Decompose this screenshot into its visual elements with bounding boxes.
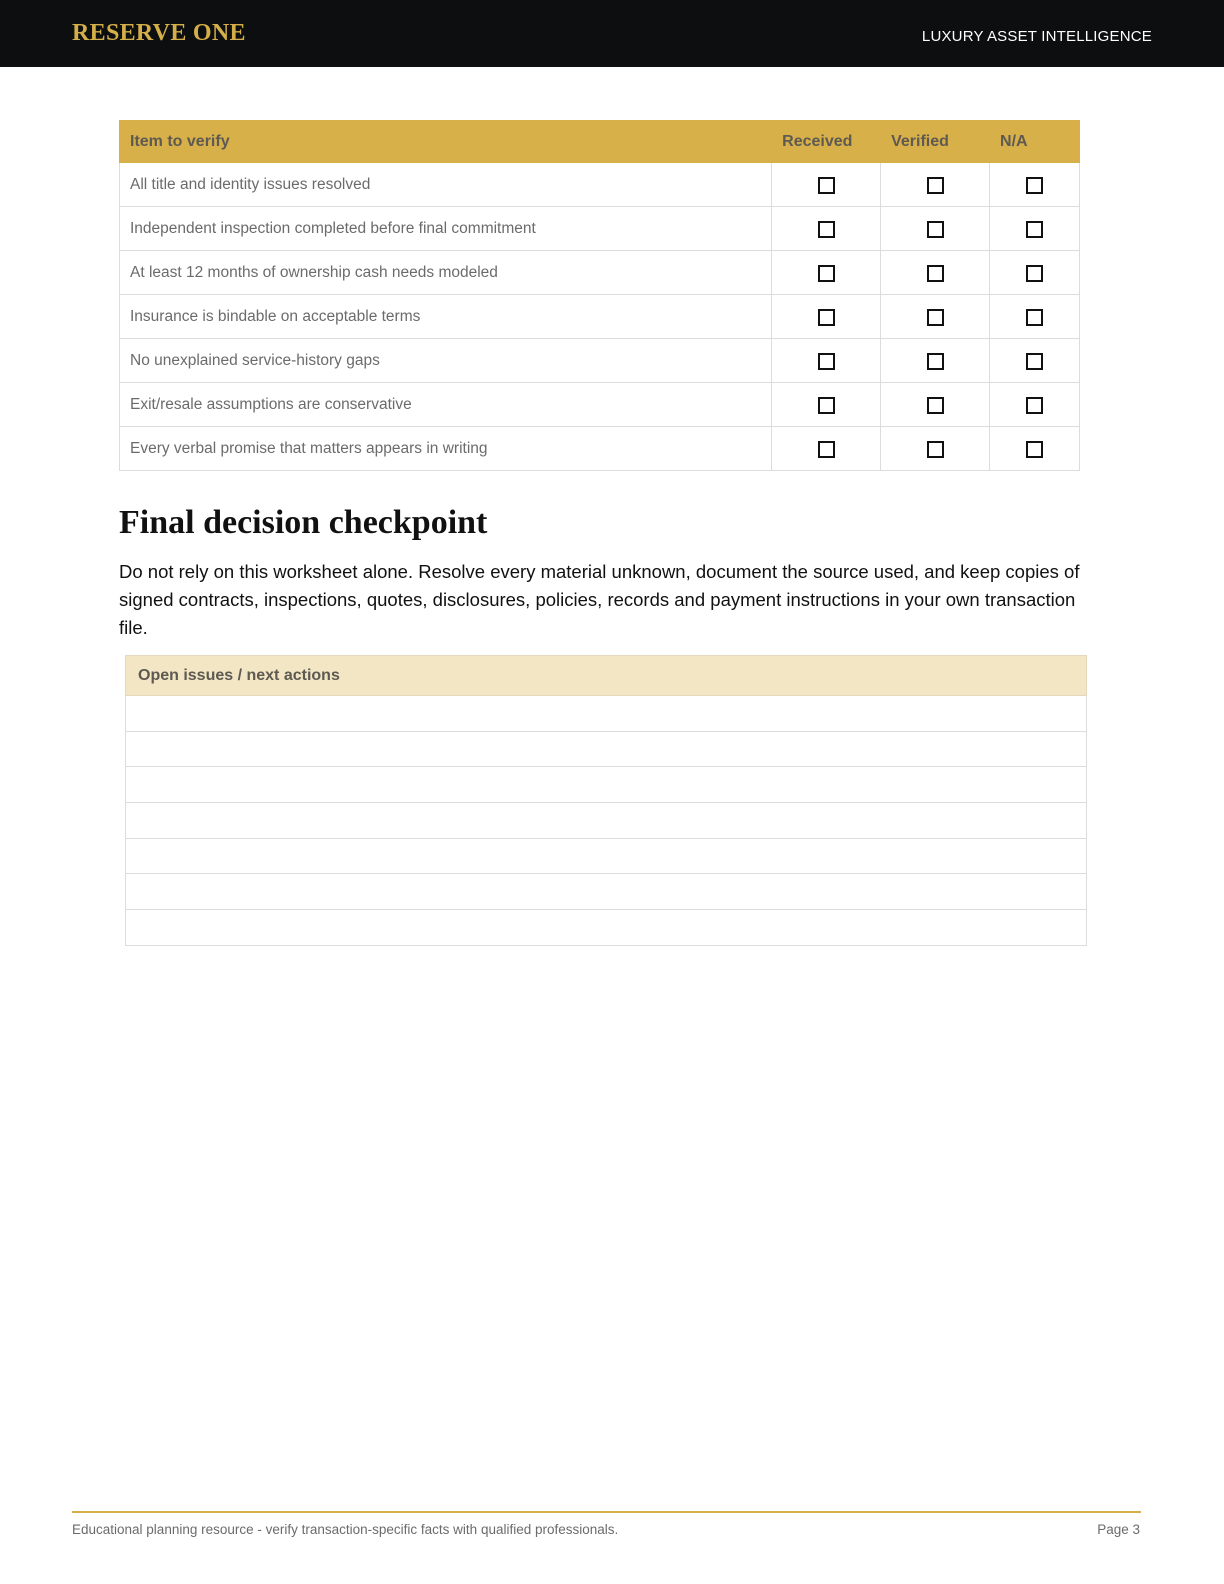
table-row (120, 427, 1080, 471)
issue-line (126, 803, 1087, 839)
na-checkbox[interactable] (1026, 221, 1043, 238)
issue-entry-field[interactable] (126, 838, 1087, 874)
verified-checkbox[interactable] (927, 309, 944, 326)
verified-checkbox[interactable] (927, 441, 944, 458)
issue-line (126, 910, 1087, 946)
table-row (120, 339, 1080, 383)
received-checkbox[interactable] (818, 265, 835, 282)
table-row (120, 251, 1080, 295)
footer-disclaimer: Educational planning resource - verify transaction-specific facts with qualified professionals. (72, 1522, 619, 1537)
brand-logo-text: RESERVE ONE (72, 20, 246, 46)
issue-line (126, 696, 1087, 732)
na-checkbox[interactable] (1026, 397, 1043, 414)
row-item-label: At least 12 months of ownership cash needs modeled (120, 251, 772, 295)
footer-divider (72, 1511, 1141, 1513)
row-item-label: Exit/resale assumptions are conservative (120, 383, 772, 427)
header-tagline: LUXURY ASSET INTELLIGENCE (921, 28, 1152, 45)
table-row (120, 207, 1080, 251)
issues-header: Open issues / next actions (126, 656, 1087, 696)
row-item-label: All title and identity issues resolved (120, 163, 772, 207)
row-item-label: Insurance is bindable on acceptable terms (120, 295, 772, 339)
column-header-verified: Verified (881, 121, 990, 163)
page-number: Page 3 (1097, 1522, 1140, 1537)
received-checkbox[interactable] (818, 177, 835, 194)
column-header-received: Received (772, 121, 881, 163)
section-body-text: Do not rely on this worksheet alone. Resolve every material unknown, document the source used, and keep copies of signed contracts, inspections, quotes, disclosures, policies, records and payment instructions in your own transaction file. (119, 561, 1080, 638)
verified-checkbox[interactable] (927, 221, 944, 238)
checklist-header-row (120, 121, 1080, 163)
verified-checkbox[interactable] (927, 177, 944, 194)
received-checkbox[interactable] (818, 221, 835, 238)
verified-checkbox[interactable] (927, 353, 944, 370)
received-checkbox[interactable] (818, 309, 835, 326)
issue-entry-field[interactable] (126, 767, 1087, 803)
issue-entry-field[interactable] (126, 696, 1087, 732)
issue-line (126, 731, 1087, 767)
received-checkbox[interactable] (818, 353, 835, 370)
verified-checkbox[interactable] (927, 265, 944, 282)
issue-entry-field[interactable] (126, 910, 1087, 946)
row-item-label: Independent inspection completed before final commitment (120, 207, 772, 251)
issue-entry-field[interactable] (126, 731, 1087, 767)
row-item-label: Every verbal promise that matters appears in writing (120, 427, 772, 471)
verified-checkbox[interactable] (927, 397, 944, 414)
issue-entry-field[interactable] (126, 874, 1087, 910)
issue-line (126, 838, 1087, 874)
verification-checklist-table (119, 120, 1080, 471)
column-header-item: Item to verify (120, 121, 772, 163)
na-checkbox[interactable] (1026, 353, 1043, 370)
na-checkbox[interactable] (1026, 441, 1043, 458)
issue-line (126, 767, 1087, 803)
received-checkbox[interactable] (818, 397, 835, 414)
open-issues-table (125, 655, 1087, 946)
issues-header-row (126, 656, 1087, 696)
na-checkbox[interactable] (1026, 309, 1043, 326)
issue-line (126, 874, 1087, 910)
received-checkbox[interactable] (818, 441, 835, 458)
section-heading: Final decision checkpoint (119, 504, 488, 541)
table-row (120, 383, 1080, 427)
table-row (120, 163, 1080, 207)
table-row (120, 295, 1080, 339)
column-header-na: N/A (990, 121, 1080, 163)
header-bar (0, 0, 1224, 67)
issue-entry-field[interactable] (126, 803, 1087, 839)
na-checkbox[interactable] (1026, 177, 1043, 194)
na-checkbox[interactable] (1026, 265, 1043, 282)
row-item-label: No unexplained service-history gaps (120, 339, 772, 383)
